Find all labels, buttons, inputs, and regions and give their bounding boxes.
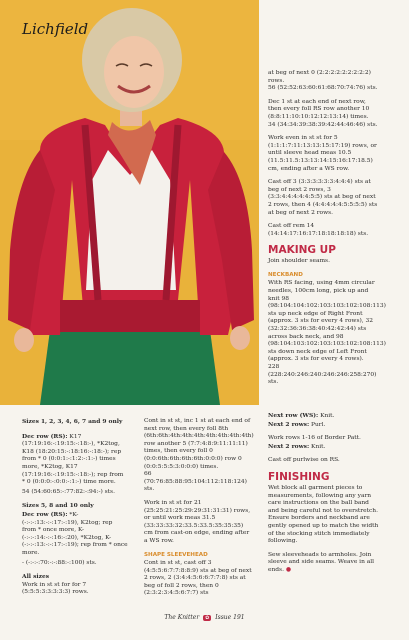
- dec-row-paragraph: Dec row (RS): K17 (17:19:16:-:19:15:-:18:-), *K2tog, K18 (18:20:15:-:18:16:-:18:-); rep from * 0 (0:0:1:-:1:2:-:1:-) times more, *K2tog, K17 (17:19:16:-:19:15:-:18:-); rep from * 0 (0:0:0:-:0:0:-:1:-) time more.: [22, 432, 124, 486]
- section-heading-making-up: MAKING UP: [268, 244, 336, 257]
- page-footer: [0, 614, 409, 621]
- sleevehead-paragraph: Cont in st st, cast off 3 (4:5:5:6:7:7:8:8:9) sts at beg of next 2 rows, 2 (3:4:4:5:6:6:7:7:8) sts at beg of foll 2 rows, then 0 (2:3:2:3:4:5:6:7:7) sts: [144, 560, 252, 597]
- pattern-title: Lichfield: [22, 20, 89, 38]
- end-mark-icon: ●: [285, 566, 291, 573]
- text-column-3: [268, 70, 386, 387]
- sizes-heading-2: Sizes 5, 8 and 10 only: [22, 502, 94, 510]
- section-heading-sleevehead: SHAPE SLEEVEHEAD: [144, 551, 208, 558]
- text-column-4: [268, 412, 380, 575]
- issue-number: Issue 191: [215, 614, 245, 621]
- stitch-count-2: - (-:-:-:70:-:-:88:-:100) sts.: [22, 559, 97, 566]
- stitch-count-5: 34 (34:34:39:38:39:42:44:46:46) sts.: [268, 121, 378, 128]
- border-patt: Work rows 1-16 of Border Patt.: [268, 435, 361, 442]
- sew-paragraph: Sew sleeveheads to armholes. Join sleeve and side seams. Weave in all ends. ●: [268, 551, 375, 573]
- next-2-rows-purl: Next 2 rows: Purl.: [268, 420, 326, 428]
- section-heading-neckband: NECKBAND: [268, 271, 303, 278]
- work-even-paragraph-2: Work even in st st for 5 (1:1:1:7:11:13:13:15:17:19) rows, or until sleeve head meas 10.5 (11.5:11.5:13:13:14:15:16:17:18.5) cm, ending after a WS row.: [268, 135, 377, 172]
- inc-paragraph: Cont in st st, inc 1 st at each end of next row, then every foll 8th (6th:6th:4th:4th:4th:4th:4th:4th:4th) row another 5 (7:7:4:8:9:11:11:11) times, then every foll 0 (0:0:6th:6th:6th:6th:0:0:0) row 0 (0:0:5:5:5:3:0:0:0) times.: [144, 418, 254, 470]
- cast-off-paragraph: Cast off 3 (3:3:3:3:3:3:4:4:4) sts at beg of next 2 rows, 3 (3:3:4:4:4:4:4:5:5) sts at beg of next 2 rows, then 4 (4:4:4:4:4:5:5:5:5) sts at beg of next 2 rows.: [268, 179, 378, 216]
- stitch-count-4: 56 (52:52:63:60:61:68:70:74:76) sts.: [268, 85, 378, 92]
- next-row-ws: Next row (WS): Knit.: [268, 412, 335, 419]
- text-column-2: [144, 418, 252, 598]
- next-2-rows-knit: Next 2 rows: Knit.: [268, 442, 326, 450]
- sizes-heading: Sizes 1, 2, 3, 4, 6, 7 and 9 only: [22, 418, 123, 425]
- dec-paragraph: Dec 1 st at each end of next row, then every foll RS row another 10 (8:8:11:10:10:12:12:13:14) times.: [268, 98, 370, 120]
- dec-row-paragraph-2: Dec row (RS): *K- (-:-:-:13:-:-:17:-:19), K2tog; rep from * once more, K- (-:-:-:14:-:-:16:-:20), *K2tog, K- (-:-:-:13:-:-:17:-:19); rep from * once more.: [22, 510, 128, 556]
- stitch-count-6: 228 (228:240:246:240:246:246:258:270) sts.: [268, 364, 377, 386]
- magazine-logo-icon: ✿: [205, 615, 210, 621]
- text-column-1: [22, 418, 128, 597]
- all-sizes-heading: All sizes: [22, 573, 50, 581]
- join-shoulder: Join shoulder seams.: [268, 258, 330, 265]
- cast-off-rem: Cast off rem 14 (14:14:17:16:17:18:18:18:18) sts.: [268, 223, 369, 237]
- rows-paragraph: at beg of next 0 (2:2:2:2:2:2:2:2:2) rows.: [268, 70, 371, 84]
- magazine-name: The Knitter: [164, 614, 200, 621]
- cast-off-purlwise: Cast off purlwise on RS.: [268, 457, 340, 464]
- work-even-paragraph: Work in st st for 21 (25:25:21:25:29:29:31:31:31) rows, or until work meas 31.5 (33:33:33:32:33.5:33.5:35:35:35) cm from cast-on edge, ending after a WS row.: [144, 499, 251, 544]
- st-st-paragraph: Work in st st for for 7 (5:5:5:3:3:3:3:3) rows.: [22, 581, 89, 596]
- model-illustration: [0, 0, 259, 405]
- section-heading-finishing: FINISHING: [268, 470, 330, 483]
- neckband-paragraph: With RS facing, using 4mm circular needles, 100cm long, pick up and knit 98 (98:104:104:102:103:103:102:108:113) sts up neck edge of Right Front (approx. 3 sts for every 4 rows), 32 (32:32:36:36:38:40:42:42:44) sts across back neck, and 98 (98:104:103:102:103:103:102:108:113) sts down neck edge of Left Front (approx. 3 sts for every 4 rows).: [268, 280, 386, 363]
- finishing-paragraph: Wet block all garment pieces to measurements, following any yarn care instructions on the ball band and being careful not to overstretch. Ensure borders and neckband are gently opened up to match the width of the stocking stitch immediately following.: [268, 484, 379, 545]
- stitch-count-3: 66 (70:76:85:88:95:104:112:118:124) sts.: [144, 471, 247, 493]
- hero-photo: [0, 0, 259, 405]
- stitch-count: 54 (54:60:65:-:77:82:-:94:-) sts.: [22, 488, 115, 495]
